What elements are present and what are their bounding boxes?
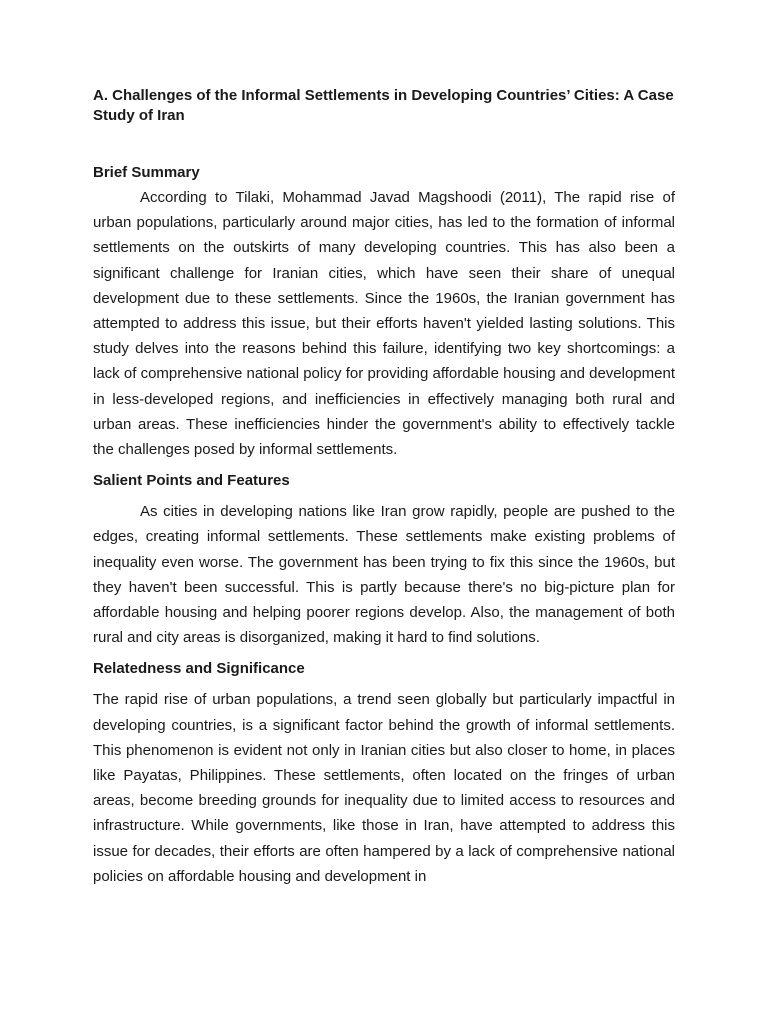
section-heading-relatedness: Relatedness and Significance — [93, 660, 305, 678]
section-heading-salient-points: Salient Points and Features — [93, 472, 290, 490]
relatedness-paragraph: The rapid rise of urban populations, a trend seen globally but particularly impactful in developing countries, is a significant factor behind the growth of informal settlements. This phenomenon is evident not only in Iranian cities but also closer to home, in places like Payatas, Philippines. These settlements, often located on the fringes of urban areas, become breeding grounds for inequality due to limited access to resources and infrastructure. While governments, like those in Iran, have attempted to address this issue for decades, their efforts are often hampered by a lack of comprehensive national policies on affordable housing and development in — [93, 691, 675, 885]
document-body — [93, 86, 675, 889]
salient-points-paragraph: As cities in developing nations like Iran grow rapidly, people are pushed to the edges, creating informal settlements. These settlements make existing problems of inequality even worse. The government has been trying to fix this since the 1960s, but they haven't been successful. This is partly because there's no big-picture plan for affordable housing and helping poorer regions develop. Also, the management of both rural and city areas is disorganized, making it hard to find solutions. — [93, 503, 675, 647]
document-title: A. Challenges of the Informal Settlements in Developing Countries’ Cities: A Case Study of Iran — [93, 87, 674, 124]
brief-summary-paragraph: According to Tilaki, Mohammad Javad Magshoodi (2011), The rapid rise of urban populations, particularly around major cities, has led to the formation of informal settlements on the outskirts of many developing countries. This has also been a significant challenge for Iranian cities, which have seen their share of unequal development due to these settlements. Since the 1960s, the Iranian government has attempted to address this issue, but their efforts haven't yielded lasting solutions. This study delves into the reasons behind this failure, identifying two key shortcomings: a lack of comprehensive national policy for providing affordable housing and development in less-developed regions, and inefficiencies in effectively managing both rural and urban areas. These inefficiencies hinder the government's ability to effectively tackle the challenges posed by informal settlements. — [93, 189, 675, 459]
section-heading-brief-summary: Brief Summary — [93, 164, 200, 181]
